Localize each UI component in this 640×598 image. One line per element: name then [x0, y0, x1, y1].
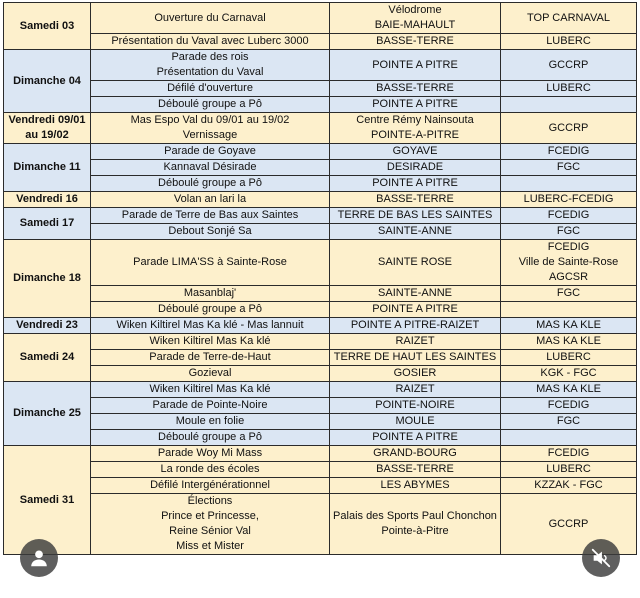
location-cell-line: MOULE	[395, 415, 435, 427]
organizer-cell	[501, 382, 637, 398]
day-cell: Samedi 03	[4, 3, 91, 50]
event-cell	[91, 50, 330, 81]
location-cell	[330, 494, 501, 555]
location-cell-line: GOSIER	[393, 367, 437, 379]
event-cell-line: Défilé Intergénérationnel	[150, 479, 270, 491]
organizer-cell-line: FCEDIG	[547, 399, 590, 411]
location-cell	[330, 113, 501, 144]
event-cell-line: La ronde des écoles	[160, 463, 260, 475]
organizer-cell	[501, 3, 637, 34]
organizer-cell	[501, 366, 637, 382]
event-cell	[91, 208, 330, 224]
location-cell	[330, 430, 501, 446]
schedule-row	[4, 97, 637, 113]
location-cell	[330, 334, 501, 350]
location-cell	[330, 286, 501, 302]
organizer-cell	[501, 208, 637, 224]
location-cell-line: Pointe-à-Pitre	[381, 525, 449, 537]
location-cell-line: Vélodrome	[388, 4, 442, 16]
muted-speaker-icon	[590, 547, 612, 569]
location-cell	[330, 160, 501, 176]
event-cell-line: Reine Sénior Val	[169, 525, 251, 537]
organizer-cell-line: LUBERC	[546, 35, 591, 47]
day-line: au 19/02	[25, 129, 69, 141]
organizer-cell	[501, 318, 637, 334]
organizer-cell-line: MAS KA KLE	[536, 383, 601, 395]
location-cell-line: BASSE-TERRE	[376, 193, 454, 205]
event-cell-line: Volan an lari la	[173, 193, 247, 205]
schedule-row	[4, 192, 637, 208]
organizer-cell-line: AGCSR	[548, 271, 589, 283]
location-cell	[330, 398, 501, 414]
event-cell	[91, 382, 330, 398]
organizer-cell-line: MAS KA KLE	[536, 335, 601, 347]
schedule-row	[4, 430, 637, 446]
schedule-row	[4, 144, 637, 160]
location-cell-line: BASSE-TERRE	[376, 82, 454, 94]
organizer-cell	[501, 462, 637, 478]
organizer-cell-line	[503, 176, 634, 191]
event-cell-line: Élections	[187, 495, 233, 507]
organizer-cell	[501, 302, 637, 318]
location-cell-line: LES ABYMES	[380, 479, 450, 491]
schedule-row	[4, 398, 637, 414]
organizer-cell	[501, 446, 637, 462]
schedule-row	[4, 50, 637, 81]
organizer-cell-line: LUBERC	[546, 351, 591, 363]
schedule-body	[4, 3, 637, 555]
organizer-cell-line: FGC	[556, 287, 581, 299]
day-cell: Dimanche 11	[4, 144, 91, 192]
location-cell	[330, 240, 501, 286]
day-cell: Dimanche 25	[4, 382, 91, 446]
event-cell	[91, 318, 330, 334]
event-cell-line: Déboulé groupe a Pô	[158, 177, 262, 189]
schedule-row	[4, 240, 637, 286]
organizer-cell	[501, 144, 637, 160]
location-cell-line: TERRE DE HAUT LES SAINTES	[333, 351, 497, 363]
organizer-cell	[501, 97, 637, 113]
schedule-table	[3, 2, 637, 555]
organizer-cell	[501, 192, 637, 208]
location-cell-line: BASSE-TERRE	[376, 35, 454, 47]
location-cell-line: BASSE-TERRE	[376, 463, 454, 475]
schedule-row	[4, 446, 637, 462]
day-cell: Vendredi 16	[4, 192, 91, 208]
event-cell	[91, 478, 330, 494]
schedule-row	[4, 462, 637, 478]
location-cell-line: SAINTE-ANNE	[378, 287, 452, 299]
location-cell-line: BAIE-MAHAULT	[374, 19, 456, 31]
organizer-cell-line: GCCRP	[548, 121, 589, 134]
organizer-cell	[501, 113, 637, 144]
location-cell-line: SAINTE ROSE	[378, 256, 452, 268]
event-cell	[91, 334, 330, 350]
location-cell-line: GOYAVE	[392, 145, 438, 157]
schedule-row	[4, 113, 637, 144]
location-cell	[330, 478, 501, 494]
event-cell-line: Déboulé groupe a Pô	[158, 98, 262, 110]
location-cell	[330, 382, 501, 398]
event-cell	[91, 34, 330, 50]
location-cell-line: GRAND-BOURG	[373, 447, 457, 459]
location-cell	[330, 366, 501, 382]
organizer-cell-line: FCEDIG	[547, 241, 590, 253]
event-cell-line: Wiken Kiltirel Mas Ka klé	[149, 335, 271, 347]
location-cell	[330, 144, 501, 160]
event-cell-line: Miss et Mister	[176, 540, 244, 552]
organizer-cell-line: FGC	[556, 415, 581, 427]
event-cell	[91, 176, 330, 192]
location-cell-line: POINTE A PITRE	[372, 98, 458, 110]
day-cell	[4, 113, 91, 144]
location-cell-line: POINTE-A-PITRE	[370, 129, 459, 141]
schedule-row	[4, 494, 637, 555]
organizer-cell	[501, 350, 637, 366]
schedule-row	[4, 34, 637, 50]
location-cell-line: SAINTE-ANNE	[378, 225, 452, 237]
organizer-cell-line: Ville de Sainte-Rose	[518, 256, 619, 268]
location-cell	[330, 192, 501, 208]
organizer-cell	[501, 240, 637, 286]
event-cell-line: Déboulé groupe a Pô	[158, 431, 262, 443]
organizer-cell	[501, 34, 637, 50]
day-cell: Samedi 24	[4, 334, 91, 382]
event-cell	[91, 144, 330, 160]
organizer-cell-line: LUBERC-FCEDIG	[523, 193, 614, 205]
organizer-cell	[501, 286, 637, 302]
organizer-cell	[501, 81, 637, 97]
event-cell-line: Masanblaj'	[183, 287, 237, 299]
organizer-cell	[501, 398, 637, 414]
schedule-row	[4, 366, 637, 382]
location-cell-line: POINTE A PITRE-RAIZET	[350, 319, 480, 331]
event-cell-line: Moule en folie	[175, 415, 245, 427]
event-cell-line: Parade de Pointe-Noire	[152, 399, 268, 411]
location-cell	[330, 224, 501, 240]
event-cell	[91, 224, 330, 240]
location-cell	[330, 446, 501, 462]
location-cell	[330, 81, 501, 97]
location-cell	[330, 176, 501, 192]
location-cell	[330, 97, 501, 113]
organizer-cell-line	[503, 430, 634, 445]
location-cell-line: DESIRADE	[386, 161, 444, 173]
event-cell-line: Gozieval	[188, 367, 232, 379]
event-cell	[91, 240, 330, 286]
location-cell-line: POINTE A PITRE	[372, 58, 458, 71]
event-cell-line: Parade Woy Mi Mass	[157, 447, 263, 459]
organizer-cell	[501, 160, 637, 176]
organizer-cell-line: FCEDIG	[547, 145, 590, 157]
organizer-cell-line: FGC	[556, 225, 581, 237]
mute-toggle-button[interactable]	[582, 539, 620, 577]
organizer-cell-line: GCCRP	[548, 58, 589, 71]
event-cell-line: Parade de Terre de Bas aux Saintes	[121, 209, 299, 221]
event-cell	[91, 160, 330, 176]
location-cell	[330, 350, 501, 366]
organizer-cell	[501, 176, 637, 192]
schedule-row	[4, 318, 637, 334]
organizer-cell	[501, 430, 637, 446]
schedule-row	[4, 478, 637, 494]
schedule-row	[4, 334, 637, 350]
event-cell-line: Mas Espo Val du 09/01 au 19/02	[130, 114, 290, 126]
organizer-cell-line	[503, 302, 634, 317]
organizer-cell	[501, 494, 637, 555]
event-cell-line: Présentation du Vaval avec Luberc 3000	[111, 35, 309, 47]
event-cell	[91, 81, 330, 97]
organizer-cell-line: KGK - FGC	[540, 367, 597, 379]
schedule-row	[4, 160, 637, 176]
organizer-cell-line: TOP CARNAVAL	[527, 11, 610, 24]
day-cell: Dimanche 18	[4, 240, 91, 318]
event-cell	[91, 462, 330, 478]
location-cell-line: RAIZET	[395, 383, 435, 395]
organizer-cell-line: LUBERC	[546, 82, 591, 94]
organizer-cell	[501, 478, 637, 494]
profile-avatar-button[interactable]	[20, 539, 58, 577]
location-cell	[330, 414, 501, 430]
schedule-row	[4, 176, 637, 192]
location-cell	[330, 318, 501, 334]
organizer-cell-line: FCEDIG	[547, 447, 590, 459]
location-cell	[330, 3, 501, 34]
event-cell	[91, 414, 330, 430]
organizer-cell-line: GCCRP	[548, 517, 589, 530]
event-cell	[91, 113, 330, 144]
location-cell-line: POINTE-NOIRE	[375, 399, 455, 411]
organizer-cell-line: MAS KA KLE	[536, 319, 601, 331]
location-cell-line: POINTE A PITRE	[372, 431, 458, 443]
event-cell	[91, 446, 330, 462]
location-cell	[330, 34, 501, 50]
event-cell	[91, 366, 330, 382]
person-icon	[28, 547, 50, 569]
schedule-row	[4, 286, 637, 302]
event-cell-line: Parade des rois	[171, 51, 249, 63]
event-cell-line: Wiken Kiltirel Mas Ka klé - Mas lannuit	[116, 319, 304, 331]
location-cell	[330, 50, 501, 81]
event-cell-line: Ouverture du Carnaval	[154, 11, 266, 24]
location-cell-line: POINTE A PITRE	[372, 303, 458, 315]
day-cell: Samedi 31	[4, 446, 91, 555]
event-cell-line: Parade LIMA'SS à Sainte-Rose	[133, 256, 287, 268]
organizer-cell-line: FCEDIG	[547, 209, 590, 221]
event-cell	[91, 430, 330, 446]
schedule-row	[4, 224, 637, 240]
event-cell	[91, 97, 330, 113]
location-cell	[330, 302, 501, 318]
location-cell-line: Centre Rémy Nainsouta	[356, 114, 474, 126]
schedule-row	[4, 302, 637, 318]
event-cell-line: Vernissage	[182, 129, 238, 141]
event-cell	[91, 350, 330, 366]
location-cell	[330, 462, 501, 478]
event-cell-line: Présentation du Vaval	[156, 66, 264, 78]
day-cell: Dimanche 04	[4, 50, 91, 113]
event-cell	[91, 398, 330, 414]
event-cell-line: Prince et Princesse,	[161, 510, 259, 522]
schedule-row	[4, 350, 637, 366]
organizer-cell	[501, 50, 637, 81]
location-cell-line: Palais des Sports Paul Chonchon	[333, 510, 497, 522]
event-cell-line: Défilé d'ouverture	[167, 82, 253, 94]
day-line: Vendredi 09/01	[8, 114, 86, 126]
event-cell-line: Parade de Goyave	[164, 145, 256, 157]
schedule-row	[4, 81, 637, 97]
location-cell-line: TERRE DE BAS LES SAINTES	[337, 209, 493, 221]
event-cell-line: Déboulé groupe a Pô	[158, 303, 262, 315]
schedule-row	[4, 414, 637, 430]
event-cell	[91, 3, 330, 34]
organizer-cell-line	[503, 97, 634, 112]
schedule-row	[4, 3, 637, 34]
organizer-cell	[501, 334, 637, 350]
event-cell-line: Wiken Kiltirel Mas Ka klé	[149, 383, 271, 395]
day-cell: Vendredi 23	[4, 318, 91, 334]
organizer-cell-line: LUBERC	[546, 463, 591, 475]
event-cell-line: Kannaval Désirade	[163, 161, 257, 173]
day-cell: Samedi 17	[4, 208, 91, 240]
organizer-cell-line: FGC	[556, 161, 581, 173]
event-cell	[91, 494, 330, 555]
event-cell	[91, 302, 330, 318]
location-cell	[330, 208, 501, 224]
location-cell-line: POINTE A PITRE	[372, 177, 458, 189]
event-cell	[91, 286, 330, 302]
location-cell-line: RAIZET	[395, 335, 435, 347]
organizer-cell-line: KZZAK - FGC	[534, 479, 603, 491]
schedule-row	[4, 382, 637, 398]
organizer-cell	[501, 224, 637, 240]
organizer-cell	[501, 414, 637, 430]
event-cell	[91, 192, 330, 208]
event-cell-line: Debout Sonjé Sa	[168, 225, 252, 237]
schedule-row	[4, 208, 637, 224]
event-cell-line: Parade de Terre-de-Haut	[149, 351, 271, 363]
